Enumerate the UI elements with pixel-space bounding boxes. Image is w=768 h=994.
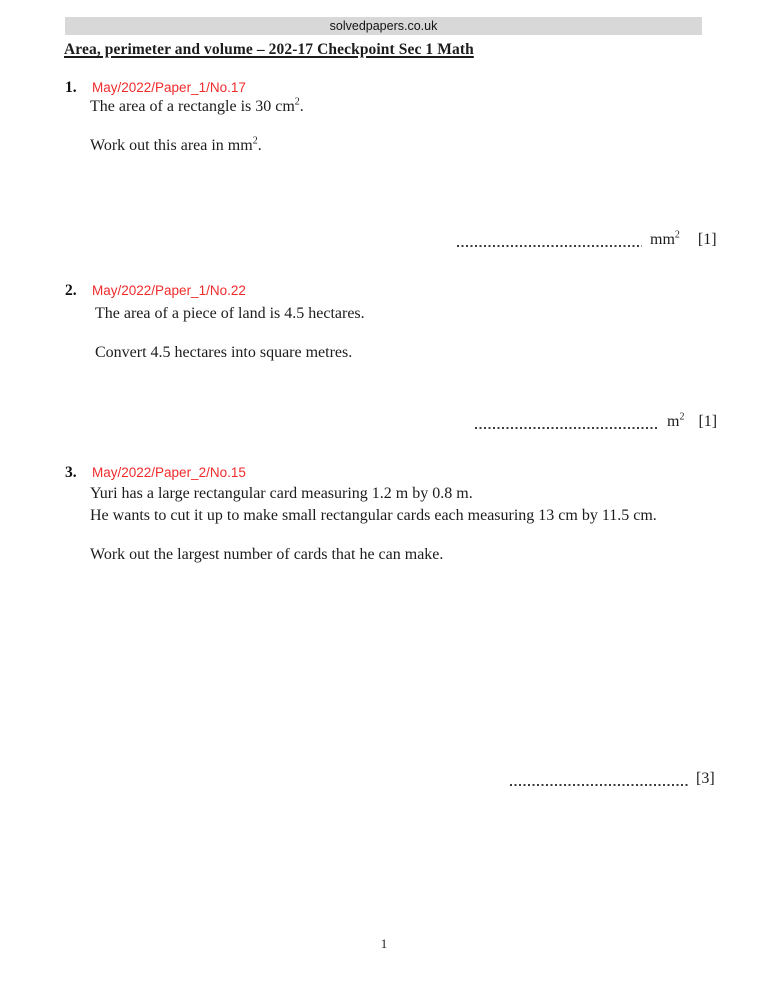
superscript: 2 [674, 229, 680, 241]
answer-row [457, 231, 717, 249]
answer-dotted-line [510, 784, 690, 786]
answer-unit: $mm^2$ [650, 229, 680, 248]
site-banner-text: solvedpapers.co.uk [329, 19, 438, 33]
marks-badge: [1] [698, 413, 718, 430]
question-text-line: The area of a piece of land is 4.5 hectares. [95, 305, 365, 322]
answer-row [510, 770, 715, 788]
question-source-reference: May/2022/Paper_1/No.22 [92, 283, 246, 298]
answer-row [475, 413, 717, 431]
question-text-line: The area of a rectangle is 30 $cm^2$. [90, 96, 304, 115]
question-text-line: Convert 4.5 hectares into square metres. [95, 344, 353, 361]
question-number: 1. [65, 79, 77, 96]
page-number: 1 [380, 936, 388, 951]
marks-badge: [1] [697, 231, 717, 248]
question-number: 2. [65, 282, 77, 299]
site-banner [65, 17, 702, 35]
question-text-line: Yuri has a large rectangular card measuring 1.2 m by 0.8 m. [90, 485, 473, 502]
question-text-line: Work out this area in $mm^2$. [90, 135, 262, 154]
superscript: 2 [294, 96, 300, 108]
question-text-line: He wants to cut it up to make small rectangular cards each measuring 13 cm by 11.5 cm. [90, 507, 657, 524]
superscript: 2 [252, 135, 258, 147]
superscript: 2 [679, 411, 685, 423]
marks-badge: [3] [696, 770, 715, 787]
answer-dotted-line [475, 427, 657, 429]
page-title: Area, perimeter and volume – 202-17 Checkpoint Sec 1 Math [64, 41, 474, 58]
question-source-reference: May/2022/Paper_1/No.17 [92, 80, 246, 95]
answer-unit: $m^2$ [667, 411, 685, 430]
question-text-line: Work out the largest number of cards that he can make. [90, 546, 444, 563]
answer-dotted-line [457, 245, 642, 247]
question-number: 3. [65, 464, 77, 481]
question-source-reference: May/2022/Paper_2/No.15 [92, 465, 246, 480]
